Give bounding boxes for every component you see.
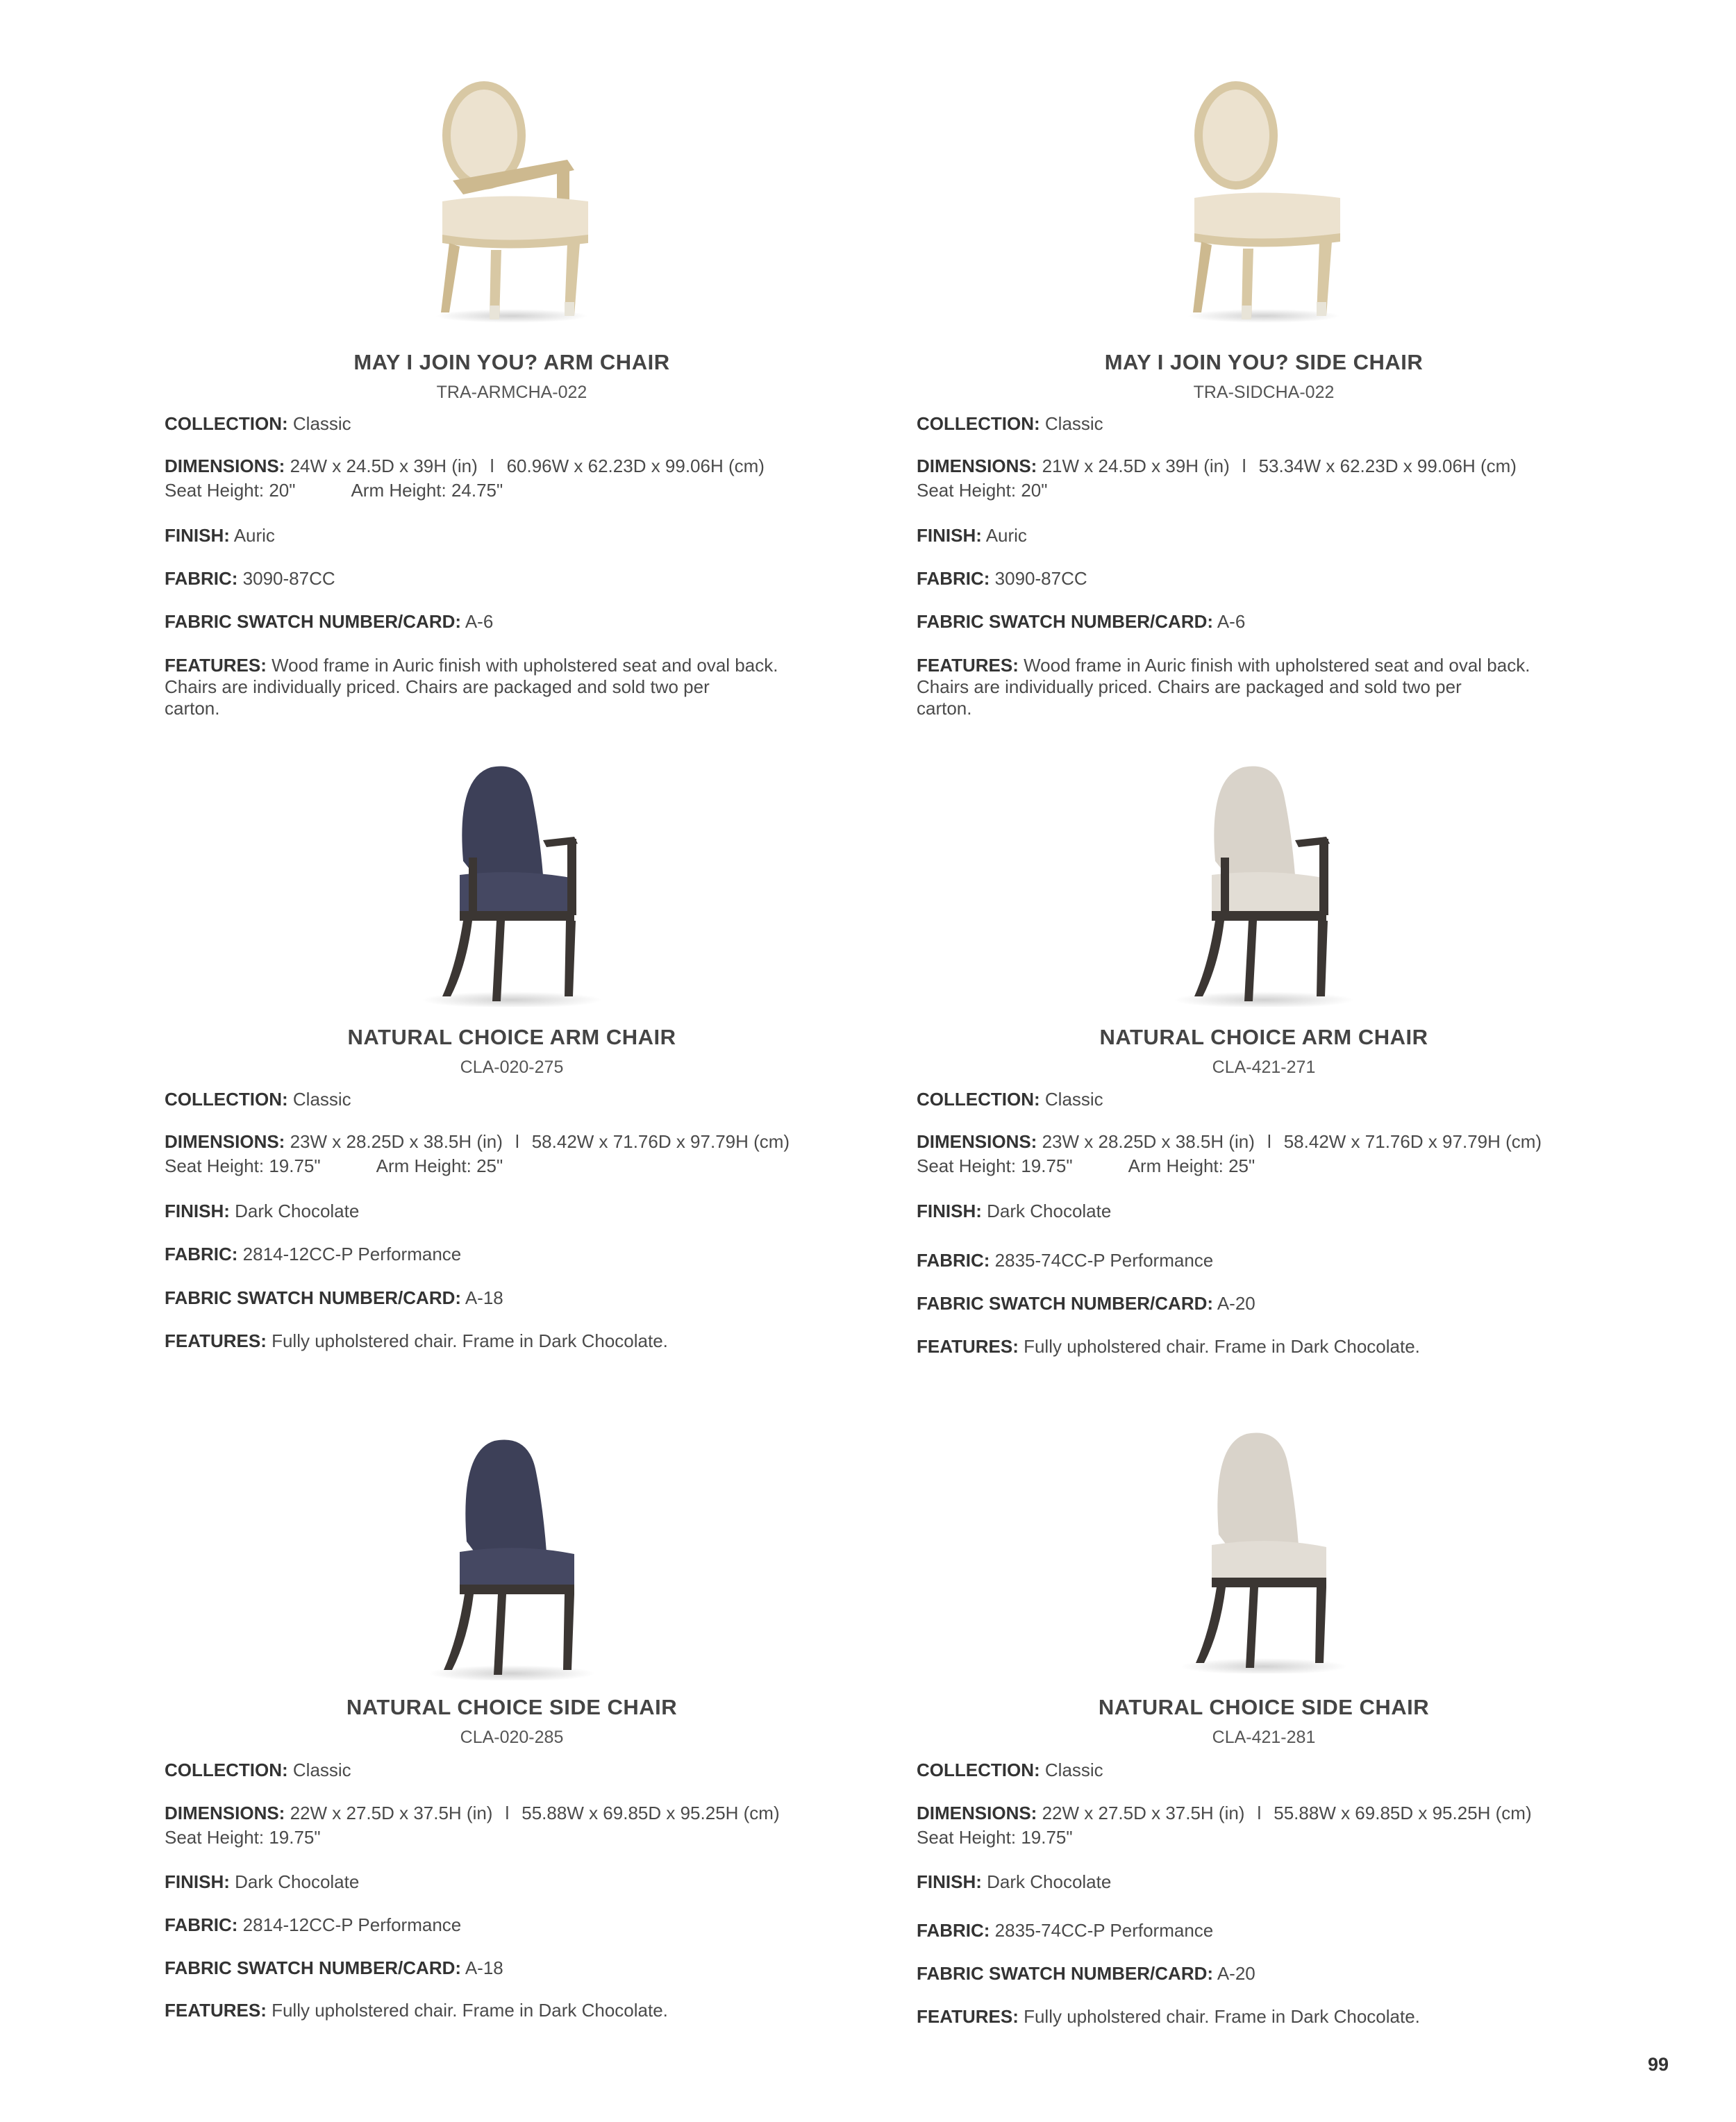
- finish-value: Dark Chocolate: [987, 1871, 1112, 1892]
- finish-line: [165, 1200, 359, 1222]
- dimensions-cm: 55.88W x 69.85D x 95.25H (cm): [521, 1803, 780, 1823]
- product-title: NATURAL CHOICE SIDE CHAIR: [1098, 1695, 1430, 1719]
- features-label: FEATURES:: [165, 1330, 267, 1351]
- finish-line: [917, 524, 1027, 546]
- chair-image-beige-arm: [1153, 757, 1375, 1007]
- fabric-line: [917, 1919, 1213, 1941]
- features-text-1: Fully upholstered chair. Frame in Dark Chocolate.: [1024, 1336, 1420, 1357]
- height-line: [917, 1826, 1073, 1848]
- product-sku: CLA-020-285: [460, 1728, 564, 1747]
- dimensions-label: DIMENSIONS:: [165, 456, 285, 476]
- dimensions-cm: 55.88W x 69.85D x 95.25H (cm): [1274, 1803, 1532, 1823]
- product-title: NATURAL CHOICE ARM CHAIR: [347, 1025, 676, 1049]
- features-label: FEATURES:: [165, 2000, 267, 2021]
- collection-label: COLLECTION:: [165, 413, 288, 434]
- dimensions-cm: 58.42W x 71.76D x 97.79H (cm): [531, 1131, 790, 1152]
- features-text-1: Fully upholstered chair. Frame in Dark Chocolate.: [272, 2000, 668, 2021]
- product-title: NATURAL CHOICE ARM CHAIR: [1099, 1025, 1428, 1049]
- finish-value: Auric: [233, 525, 275, 546]
- swatch-line: [917, 610, 1245, 633]
- product-sku: CLA-020-275: [460, 1058, 564, 1077]
- dimensions-line: [917, 1802, 1532, 1824]
- dimensions-in: 23W x 28.25D x 38.5H (in): [290, 1131, 503, 1152]
- chair-image-cream-arm: [401, 76, 623, 326]
- dimensions-label: DIMENSIONS:: [165, 1803, 285, 1823]
- product-title: MAY I JOIN YOU? SIDE CHAIR: [1104, 350, 1424, 374]
- fabric-label: FABRIC:: [917, 1250, 990, 1271]
- collection-label: COLLECTION:: [165, 1089, 288, 1110]
- swatch-line: [917, 1292, 1255, 1314]
- finish-line: [917, 1200, 1111, 1222]
- fabric-value: 2835-74CC-P Performance: [994, 1250, 1214, 1271]
- collection-line: [917, 412, 1103, 435]
- dimensions-separator: l: [1242, 456, 1246, 476]
- product-sku: TRA-SIDCHA-022: [1193, 383, 1335, 402]
- collection-value: Classic: [292, 413, 351, 434]
- collection-line: [165, 412, 351, 435]
- features-line: [165, 654, 778, 676]
- features-line-3: carton.: [917, 698, 972, 719]
- seat-height: Seat Height: 20": [165, 480, 296, 501]
- arm-height: Arm Height: 25": [1128, 1155, 1255, 1176]
- collection-line: [165, 1759, 351, 1781]
- features-line: [917, 1335, 1420, 1357]
- dimensions-separator: l: [1267, 1131, 1271, 1152]
- dimensions-label: DIMENSIONS:: [917, 1803, 1037, 1823]
- features-line: [917, 2005, 1420, 2028]
- features-label: FEATURES:: [917, 2006, 1019, 2027]
- fabric-label: FABRIC:: [165, 1244, 238, 1264]
- swatch-value: A-6: [1217, 611, 1246, 632]
- fabric-label: FABRIC:: [917, 1920, 990, 1941]
- fabric-value: 2835-74CC-P Performance: [994, 1920, 1214, 1941]
- dimensions-in: 24W x 24.5D x 39H (in): [290, 456, 478, 476]
- finish-label: FINISH:: [917, 1871, 982, 1892]
- seat-height: Seat Height: 19.75": [917, 1827, 1073, 1848]
- dimensions-label: DIMENSIONS:: [917, 456, 1037, 476]
- fabric-value: 3090-87CC: [242, 568, 335, 589]
- collection-value: Classic: [1044, 413, 1103, 434]
- swatch-label: FABRIC SWATCH NUMBER/CARD:: [165, 1287, 462, 1308]
- swatch-value: A-20: [1217, 1293, 1255, 1314]
- collection-value: Classic: [1044, 1089, 1103, 1110]
- dimensions-in: 22W x 27.5D x 37.5H (in): [290, 1803, 493, 1823]
- swatch-label: FABRIC SWATCH NUMBER/CARD:: [917, 611, 1214, 632]
- swatch-label: FABRIC SWATCH NUMBER/CARD:: [165, 611, 462, 632]
- product-sku: CLA-421-271: [1212, 1058, 1316, 1077]
- finish-value: Dark Chocolate: [235, 1871, 360, 1892]
- height-line: [165, 1826, 321, 1848]
- dimensions-in: 21W x 24.5D x 39H (in): [1042, 456, 1230, 476]
- fabric-line: [917, 1249, 1213, 1271]
- chair-image-cream-side: [1153, 76, 1375, 326]
- finish-label: FINISH:: [165, 525, 230, 546]
- seat-height: Seat Height: 19.75": [165, 1155, 321, 1176]
- features-line: [917, 654, 1530, 676]
- features-line: [165, 1999, 668, 2021]
- swatch-line: [165, 1957, 503, 1979]
- dimensions-label: DIMENSIONS:: [917, 1131, 1037, 1152]
- dimensions-cm: 60.96W x 62.23D x 99.06H (cm): [506, 456, 765, 476]
- dimensions-line: [917, 1130, 1542, 1153]
- dimensions-line: [165, 1802, 780, 1824]
- swatch-value: A-18: [465, 1957, 503, 1978]
- fabric-line: [165, 567, 335, 590]
- product-title: NATURAL CHOICE SIDE CHAIR: [346, 1695, 678, 1719]
- features-label: FEATURES:: [165, 655, 267, 676]
- swatch-value: A-20: [1217, 1963, 1255, 1984]
- seat-height: Seat Height: 20": [917, 480, 1048, 501]
- finish-label: FINISH:: [165, 1871, 230, 1892]
- chair-image-navy-side: [401, 1430, 623, 1680]
- features-label: FEATURES:: [917, 655, 1019, 676]
- chair-image-navy-arm: [401, 757, 623, 1007]
- dimensions-separator: l: [515, 1131, 519, 1152]
- product-sku: TRA-ARMCHA-022: [436, 383, 587, 402]
- features-line-2: Chairs are individually priced. Chairs are packaged and sold two per: [917, 676, 1462, 697]
- features-text-1: Fully upholstered chair. Frame in Dark Chocolate.: [272, 1330, 668, 1351]
- finish-label: FINISH:: [917, 525, 982, 546]
- features-line-2: Chairs are individually priced. Chairs are packaged and sold two per: [165, 676, 710, 697]
- swatch-line: [165, 1287, 503, 1309]
- height-line: [165, 479, 503, 501]
- collection-value: Classic: [292, 1760, 351, 1780]
- arm-height: Arm Height: 24.75": [351, 480, 503, 501]
- finish-line: [165, 1871, 359, 1893]
- dimensions-label: DIMENSIONS:: [165, 1131, 285, 1152]
- chair-image-beige-side: [1153, 1423, 1375, 1673]
- fabric-label: FABRIC:: [917, 568, 990, 589]
- product-title: MAY I JOIN YOU? ARM CHAIR: [353, 350, 670, 374]
- dimensions-line: [165, 455, 765, 477]
- finish-line: [165, 524, 275, 546]
- features-line: [165, 1330, 668, 1352]
- height-line: [917, 1155, 1255, 1177]
- swatch-label: FABRIC SWATCH NUMBER/CARD:: [165, 1957, 462, 1978]
- dimensions-separator: l: [490, 456, 494, 476]
- swatch-value: A-18: [465, 1287, 503, 1308]
- dimensions-cm: 58.42W x 71.76D x 97.79H (cm): [1283, 1131, 1542, 1152]
- swatch-value: A-6: [465, 611, 494, 632]
- features-line-3: carton.: [165, 698, 220, 719]
- fabric-value: 2814-12CC-P Performance: [242, 1914, 462, 1935]
- collection-label: COLLECTION:: [917, 413, 1040, 434]
- seat-height: Seat Height: 19.75": [917, 1155, 1073, 1176]
- dimensions-line: [917, 455, 1517, 477]
- features-text-1: Wood frame in Auric finish with upholstered seat and oval back.: [272, 655, 778, 676]
- collection-value: Classic: [1044, 1760, 1103, 1780]
- collection-label: COLLECTION:: [165, 1760, 288, 1780]
- fabric-line: [165, 1914, 461, 1936]
- fabric-value: 3090-87CC: [994, 568, 1087, 589]
- dimensions-in: 23W x 28.25D x 38.5H (in): [1042, 1131, 1255, 1152]
- collection-line: [165, 1088, 351, 1110]
- swatch-line: [165, 610, 493, 633]
- dimensions-in: 22W x 27.5D x 37.5H (in): [1042, 1803, 1245, 1823]
- height-line: [165, 1155, 503, 1177]
- collection-line: [917, 1759, 1103, 1781]
- swatch-label: FABRIC SWATCH NUMBER/CARD:: [917, 1963, 1214, 1984]
- finish-value: Dark Chocolate: [235, 1201, 360, 1221]
- finish-label: FINISH:: [165, 1201, 230, 1221]
- fabric-value: 2814-12CC-P Performance: [242, 1244, 462, 1264]
- arm-height: Arm Height: 25": [376, 1155, 503, 1176]
- fabric-line: [165, 1243, 461, 1265]
- page-number: 99: [1647, 2054, 1669, 2075]
- dimensions-separator: l: [505, 1803, 510, 1823]
- seat-height: Seat Height: 19.75": [165, 1827, 321, 1848]
- fabric-line: [917, 567, 1087, 590]
- dimensions-cm: 53.34W x 62.23D x 99.06H (cm): [1258, 456, 1517, 476]
- fabric-label: FABRIC:: [165, 568, 238, 589]
- collection-label: COLLECTION:: [917, 1760, 1040, 1780]
- dimensions-separator: l: [1257, 1803, 1262, 1823]
- swatch-line: [917, 1962, 1255, 1985]
- collection-line: [917, 1088, 1103, 1110]
- finish-line: [917, 1871, 1111, 1893]
- features-text-1: Fully upholstered chair. Frame in Dark Chocolate.: [1024, 2006, 1420, 2027]
- fabric-label: FABRIC:: [165, 1914, 238, 1935]
- dimensions-line: [165, 1130, 790, 1153]
- collection-value: Classic: [292, 1089, 351, 1110]
- finish-value: Auric: [985, 525, 1027, 546]
- features-text-1: Wood frame in Auric finish with upholstered seat and oval back.: [1024, 655, 1530, 676]
- swatch-label: FABRIC SWATCH NUMBER/CARD:: [917, 1293, 1214, 1314]
- collection-label: COLLECTION:: [917, 1089, 1040, 1110]
- features-label: FEATURES:: [917, 1336, 1019, 1357]
- finish-value: Dark Chocolate: [987, 1201, 1112, 1221]
- product-sku: CLA-421-281: [1212, 1728, 1316, 1747]
- height-line: [917, 479, 1047, 501]
- finish-label: FINISH:: [917, 1201, 982, 1221]
